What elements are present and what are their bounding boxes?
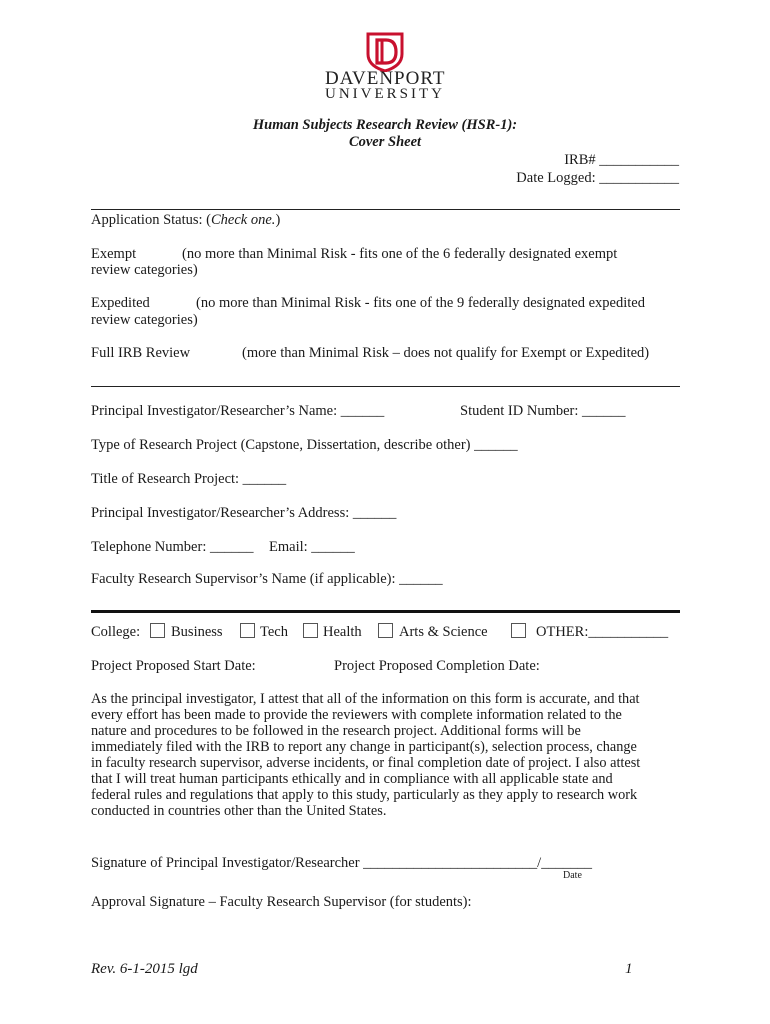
logo-wordmark-davenport: DAVENPORT bbox=[325, 68, 446, 89]
full-irb-description: (more than Minimal Risk – does not qualify for Exempt or Expedited) bbox=[242, 345, 650, 361]
pi-address-field[interactable]: Principal Investigator/Researcher’s Address: ______ bbox=[91, 505, 397, 521]
logo-wordmark-university: UNIVERSITY bbox=[325, 86, 445, 102]
student-id-field[interactable]: Student ID Number: ______ bbox=[460, 403, 626, 419]
college-arts-science-checkbox[interactable] bbox=[378, 623, 393, 638]
college-arts-science-label: Arts & Science bbox=[399, 624, 488, 640]
start-date-field[interactable]: Project Proposed Start Date: bbox=[91, 658, 256, 674]
attestation-line: As the principal investigator, I attest that all of the information on this form is accurate, and that bbox=[91, 691, 640, 707]
form-title: Human Subjects Research Review (HSR-1): bbox=[252, 117, 518, 133]
divider bbox=[91, 386, 680, 387]
thick-divider bbox=[91, 610, 680, 613]
research-type-field[interactable]: Type of Research Project (Capstone, Dissertation, describe other) ______ bbox=[91, 437, 518, 453]
college-business-checkbox[interactable] bbox=[150, 623, 165, 638]
email-field[interactable]: Email: ______ bbox=[269, 539, 355, 555]
revision-label: Rev. 6-1-2015 lgd bbox=[91, 961, 198, 977]
college-health-checkbox[interactable] bbox=[303, 623, 318, 638]
college-business-label: Business bbox=[171, 624, 223, 640]
page-number: 1 bbox=[625, 961, 633, 977]
attestation-line: in faculty research supervisor, adverse incidents, or final completion date of project. I also attest bbox=[91, 755, 641, 771]
exempt-description-cont: review categories) bbox=[91, 262, 198, 278]
irb-number-field[interactable]: IRB# ___________ bbox=[564, 152, 679, 168]
supervisor-name-field[interactable]: Faculty Research Supervisor’s Name (if applicable): ______ bbox=[91, 571, 443, 587]
college-other-field[interactable]: OTHER:___________ bbox=[536, 624, 669, 640]
attestation-paragraph bbox=[91, 691, 681, 819]
attestation-line: every effort has been made to provide the reviewers with complete information related to the bbox=[91, 707, 622, 723]
college-tech-label: Tech bbox=[260, 624, 288, 640]
attestation-line: that I will treat human participants ethically and in compliance with all applicable state and bbox=[91, 771, 613, 787]
pi-signature-field[interactable]: Signature of Principal Investigator/Researcher ________________________/_______ bbox=[91, 855, 592, 871]
form-subtitle: Cover Sheet bbox=[348, 134, 422, 150]
expedited-description: (no more than Minimal Risk - fits one of the 9 federally designated expedited bbox=[196, 295, 645, 311]
approval-signature-field[interactable]: Approval Signature – Faculty Research Supervisor (for students): bbox=[91, 894, 472, 910]
telephone-field[interactable]: Telephone Number: ______ bbox=[91, 539, 254, 555]
pi-name-field[interactable]: Principal Investigator/Researcher’s Name: ______ bbox=[91, 403, 385, 419]
completion-date-field[interactable]: Project Proposed Completion Date: bbox=[334, 658, 540, 674]
exempt-option-label[interactable]: Exempt bbox=[91, 246, 137, 262]
date-logged-field[interactable]: Date Logged: ___________ bbox=[516, 170, 679, 186]
davenport-shield-icon bbox=[364, 32, 406, 72]
application-status-label: Application Status: (Check one.) bbox=[91, 212, 281, 228]
expedited-description-cont: review categories) bbox=[91, 312, 198, 328]
expedited-option-label[interactable]: Expedited bbox=[91, 295, 150, 311]
college-health-label: Health bbox=[323, 624, 362, 640]
attestation-line: immediately filed with the IRB to report any change in participant(s), selection process, change bbox=[91, 739, 637, 755]
college-other-checkbox[interactable] bbox=[511, 623, 526, 638]
divider bbox=[91, 209, 680, 210]
exempt-description: (no more than Minimal Risk - fits one of the 6 federally designated exempt bbox=[182, 246, 618, 262]
attestation-line: nature and procedures to be followed in the research project. Additional forms will be bbox=[91, 723, 581, 739]
college-tech-checkbox[interactable] bbox=[240, 623, 255, 638]
attestation-line: federal rules and regulations that apply to this study, particularly as they apply to research work bbox=[91, 787, 638, 803]
research-title-field[interactable]: Title of Research Project: ______ bbox=[91, 471, 287, 487]
attestation-line: conducted in countries other than the United States. bbox=[91, 803, 387, 819]
college-label: College: bbox=[91, 624, 141, 640]
full-irb-option-label[interactable]: Full IRB Review bbox=[91, 345, 191, 361]
date-caption: Date bbox=[563, 870, 582, 881]
